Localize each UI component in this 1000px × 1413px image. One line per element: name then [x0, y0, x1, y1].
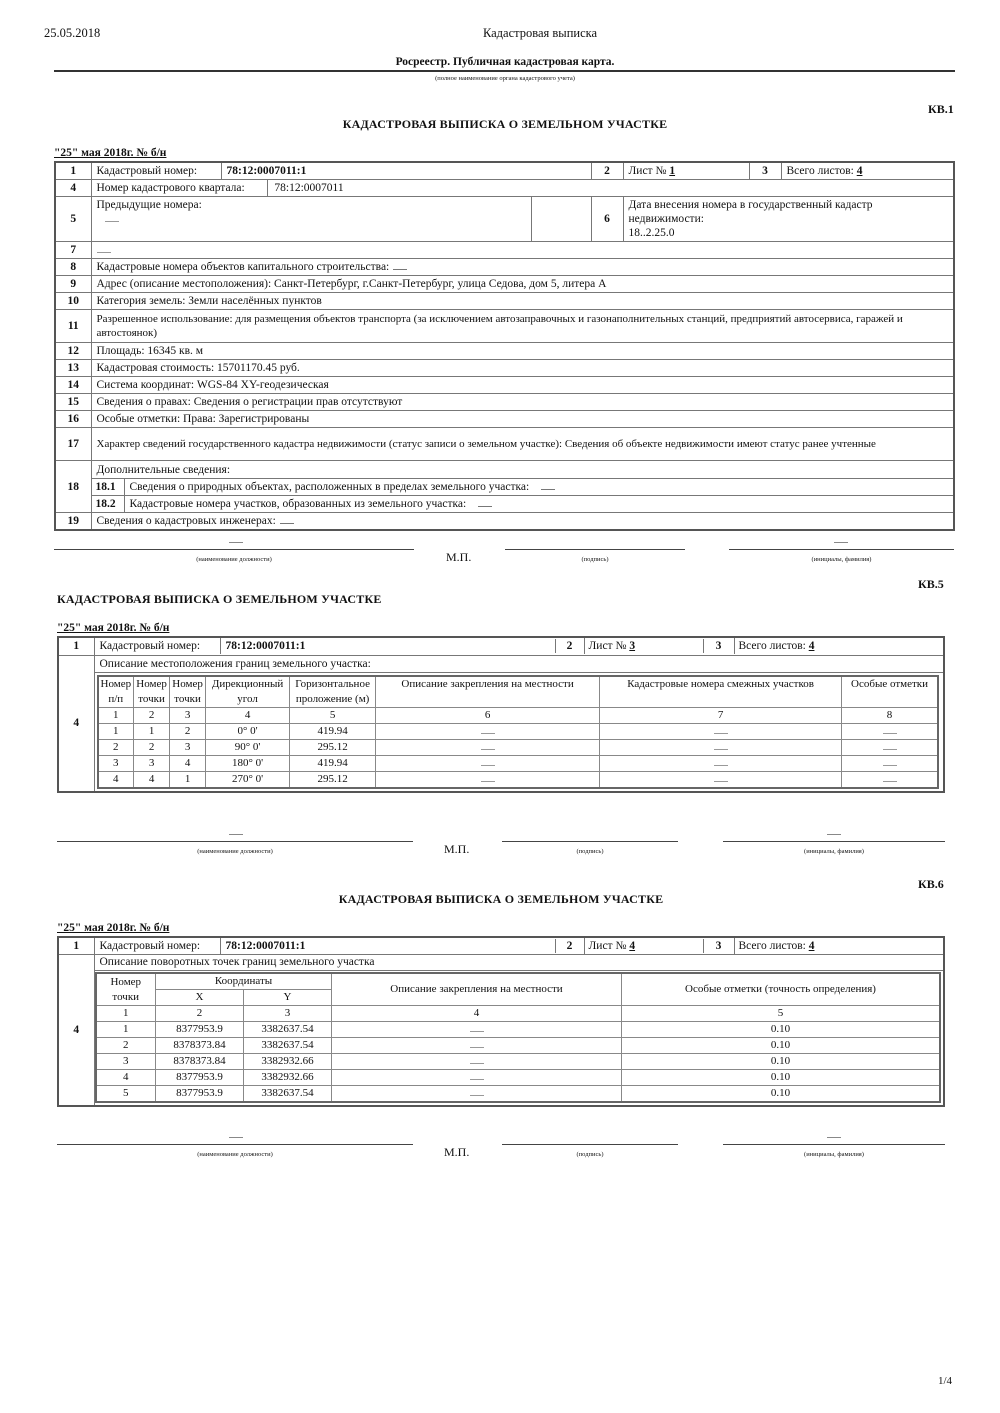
- total-sheets-value: 4: [808, 940, 815, 952]
- signature-line: [502, 841, 678, 842]
- name-caption: (инициалы, фамилия): [811, 556, 872, 563]
- table-cell: 8378373.84: [156, 1054, 244, 1070]
- cadastral-number-value: 78:12:0007011:1: [225, 940, 306, 952]
- empty-value-dash: [827, 834, 841, 835]
- table-cell: 3382637.54: [244, 1022, 332, 1038]
- additional-info-label: Дополнительные сведения:: [92, 462, 954, 479]
- table-cell: [600, 771, 842, 788]
- turning-points-table: [57, 936, 945, 1107]
- registration-date-label: Дата внесения номера в государственный кадастр недвижимости:: [628, 199, 873, 225]
- signature-caption: (подпись): [581, 556, 609, 563]
- sub-row-number: 18.2: [92, 496, 125, 512]
- column-header: X: [156, 990, 244, 1006]
- table-cell: 3: [134, 755, 170, 771]
- empty-value-dash: [229, 542, 243, 543]
- table-cell: 0.10: [622, 1022, 941, 1038]
- empty-value-dash: [280, 516, 294, 524]
- table-cell: [332, 1086, 622, 1103]
- table-row: [55, 259, 954, 276]
- empty-value-dash: [481, 758, 495, 766]
- table-cell: [376, 723, 600, 739]
- row-number: 5: [55, 197, 91, 242]
- table-cell: 270° 0': [206, 771, 290, 788]
- empty-value-dash: [883, 758, 897, 766]
- form-code: КВ.5: [918, 577, 944, 591]
- name-line: [729, 549, 954, 550]
- empty-value-dash: [714, 774, 728, 782]
- row-number: 14: [55, 377, 91, 394]
- column-header: Особые отметки (точность определения): [622, 973, 941, 1006]
- quarter-cell: [91, 180, 954, 197]
- table-row: [55, 293, 954, 310]
- total-sheets-label: Всего листов:: [786, 165, 857, 177]
- turning-points-inner-table: [95, 972, 942, 1103]
- table-row: [55, 197, 954, 242]
- empty-value-dash: [481, 774, 495, 782]
- table-row: [55, 411, 954, 428]
- table-cell: 2: [96, 1038, 156, 1054]
- table-cell: 3382932.66: [244, 1070, 332, 1086]
- row-number: 10: [55, 293, 91, 310]
- empty-value-dash: [827, 1137, 841, 1138]
- column-header: Горизонтальное проложение (м): [290, 676, 376, 708]
- table-cell: 4: [134, 771, 170, 788]
- column-header: Кадастровые номера смежных участков: [600, 676, 842, 708]
- column-number: 4: [332, 1006, 622, 1022]
- row-number: 11: [55, 310, 91, 343]
- column-number: 6: [376, 707, 600, 723]
- column-header: Описание закрепления на местности: [332, 973, 622, 1006]
- empty-value-dash: [470, 1024, 484, 1032]
- table-row: [96, 1054, 941, 1070]
- sheet-value: 1: [669, 165, 676, 177]
- quarter-label: Номер кадастрового квартала:: [92, 180, 268, 196]
- empty-value-dash: [883, 774, 897, 782]
- column-number: 1: [96, 1006, 156, 1022]
- boundary-cell: [94, 655, 944, 792]
- table-cell: 419.94: [290, 723, 376, 739]
- coordinate-system: Система координат: WGS-84 XY-геодезическая: [91, 377, 954, 394]
- previous-numbers-label: Предыдущие номера:: [96, 199, 202, 211]
- area: Площадь: 16345 кв. м: [91, 343, 954, 360]
- sheet-number: [623, 162, 749, 180]
- table-cell: [842, 771, 938, 788]
- table-row: [55, 461, 954, 513]
- row-number: 3: [703, 639, 734, 653]
- previous-numbers: [91, 197, 531, 242]
- empty-value-dash: [714, 758, 728, 766]
- row-number: 12: [55, 343, 91, 360]
- table-row: [55, 394, 954, 411]
- row-number: 1: [55, 162, 91, 180]
- document-date: "25" мая 2018г. № б/н: [54, 147, 167, 159]
- table-cell: 0.10: [622, 1054, 941, 1070]
- total-sheets-label: Всего листов:: [738, 940, 809, 952]
- position-caption: (наименование должности): [197, 848, 273, 855]
- stamp-place: М.П.: [444, 1145, 470, 1159]
- row-number: 9: [55, 276, 91, 293]
- position-caption: (наименование должности): [196, 556, 272, 563]
- sheet-label: Лист №: [588, 940, 630, 952]
- additional-info: [91, 461, 954, 513]
- column-number: 5: [622, 1006, 941, 1022]
- column-number: 5: [290, 707, 376, 723]
- row-number: 3: [703, 939, 734, 953]
- sheet-label: Лист №: [628, 165, 670, 177]
- table-cell: 8377953.9: [156, 1022, 244, 1038]
- table-cell: [376, 755, 600, 771]
- column-number: 3: [244, 1006, 332, 1022]
- table-row: [58, 655, 944, 792]
- special-notes: Особые отметки: Права: Зарегистрированы: [91, 411, 954, 428]
- sheet-number: [584, 638, 703, 654]
- column-header: Номер точки: [170, 676, 206, 708]
- table-cell: 2: [98, 739, 134, 755]
- total-sheets: [781, 162, 954, 180]
- organization-caption: (полное наименование органа кадастрового учета): [435, 75, 575, 82]
- table-cell: 90° 0': [206, 739, 290, 755]
- row-number: 3: [749, 162, 781, 180]
- cadastral-engineers-label: Сведения о кадастровых инженерах:: [96, 515, 276, 527]
- column-header: Особые отметки: [842, 676, 938, 708]
- column-number: 7: [600, 707, 842, 723]
- cadastral-engineers: [91, 513, 954, 531]
- table-cell: 0° 0': [206, 723, 290, 739]
- row-number: 6: [591, 197, 623, 242]
- sub-row-number: 18.1: [92, 479, 125, 495]
- page-title: Кадастровая выписка: [482, 26, 598, 40]
- signature-line: [505, 549, 685, 550]
- table-cell: 0.10: [622, 1086, 941, 1103]
- table-header-row: [98, 676, 939, 708]
- table-cell: 1: [98, 723, 134, 739]
- empty-value-dash: [714, 726, 728, 734]
- position-line: [57, 841, 413, 842]
- signature-caption: (подпись): [576, 848, 604, 855]
- table-cell: 3: [170, 739, 206, 755]
- name-line: [723, 841, 945, 842]
- natural-objects-label: Сведения о природных объектах, расположенных в пределах земельного участка:: [129, 480, 530, 493]
- row-number: 8: [55, 259, 91, 276]
- table-row: [96, 1038, 941, 1054]
- derived-parcels-label: Кадастровые номера участков, образованных из земельного участка:: [129, 497, 467, 510]
- row-number: 1: [58, 637, 94, 655]
- page-number: 1/4: [938, 1375, 953, 1387]
- table-header-row: [96, 973, 941, 990]
- cadastral-number-label: Кадастровый номер:: [95, 638, 221, 654]
- table-cell: [332, 1022, 622, 1038]
- table-cell: 2: [170, 723, 206, 739]
- table-cell: 1: [134, 723, 170, 739]
- stamp-place: М.П.: [444, 842, 470, 856]
- boundary-segments-body: [98, 723, 939, 788]
- table-cell: 4: [170, 755, 206, 771]
- table-cell: 3382637.54: [244, 1038, 332, 1054]
- table-row: [55, 343, 954, 360]
- empty-value-dash: [834, 542, 848, 543]
- row-number: 2: [555, 939, 584, 953]
- total-sheets: [734, 938, 819, 954]
- cadastral-number-label: Кадастровый номер:: [95, 938, 221, 954]
- row-7-value: [91, 242, 954, 259]
- table-row: [58, 937, 944, 955]
- position-line: [54, 549, 414, 550]
- table-row: [55, 162, 954, 180]
- table-cell: 5: [96, 1086, 156, 1103]
- sheet-label: Лист №: [588, 640, 630, 653]
- sheet-value: 4: [629, 940, 636, 952]
- column-header: Номер п/п: [98, 676, 134, 708]
- empty-value-dash: [481, 742, 495, 750]
- row-number: 17: [55, 428, 91, 461]
- row-number: 16: [55, 411, 91, 428]
- column-number: 2: [156, 1006, 244, 1022]
- table-cell: 295.12: [290, 739, 376, 755]
- empty-value-dash: [470, 1088, 484, 1096]
- empty-value-dash: [229, 834, 243, 835]
- position-caption: (наименование должности): [197, 1151, 273, 1158]
- rights-info: Сведения о правах: Сведения о регистрации прав отсутствуют: [91, 394, 954, 411]
- document-title: КАДАСТРОВАЯ ВЫПИСКА О ЗЕМЕЛЬНОМ УЧАСТКЕ: [342, 117, 668, 131]
- capital-objects: [91, 259, 954, 276]
- row-number: 19: [55, 513, 91, 531]
- column-number: 3: [170, 707, 206, 723]
- table-cell: [376, 771, 600, 788]
- table-cell: [600, 755, 842, 771]
- boundary-description-label: Описание местоположения границ земельного участка:: [95, 656, 944, 673]
- column-number-row: [96, 1006, 941, 1022]
- table-cell: [842, 723, 938, 739]
- points-description-label: Описание поворотных точек границ земельного участка: [95, 955, 944, 971]
- table-row: [55, 310, 954, 343]
- empty-value-dash: [97, 245, 111, 253]
- table-cell: 1: [96, 1022, 156, 1038]
- empty-value-dash: [470, 1040, 484, 1048]
- table-cell: 0.10: [622, 1070, 941, 1086]
- empty-value-dash: [470, 1072, 484, 1080]
- table-cell: [332, 1038, 622, 1054]
- row-number: 4: [58, 955, 94, 1107]
- table-cell: [600, 739, 842, 755]
- column-header: Номер точки: [96, 973, 156, 1006]
- table-row: [55, 513, 954, 531]
- quarter-value: 78:12:0007011: [274, 182, 344, 194]
- registration-date: [623, 197, 954, 242]
- empty-value-dash: [481, 726, 495, 734]
- position-line: [57, 1144, 413, 1145]
- total-sheets-label: Всего листов:: [738, 640, 809, 653]
- column-number: 4: [206, 707, 290, 723]
- boundary-description-table: [57, 636, 945, 793]
- empty-value-dash: [478, 499, 492, 507]
- table-cell: 3382637.54: [244, 1086, 332, 1103]
- document-date: "25" мая 2018г. № б/н: [57, 922, 170, 934]
- organization-name: Росреестр. Публичная кадастровая карта.: [395, 56, 615, 68]
- table-cell: 1: [170, 771, 206, 788]
- table-cell: 3: [98, 755, 134, 771]
- empty-value-dash: [541, 482, 555, 490]
- permitted-use: Разрешенное использование: для размещения объектов транспорта (за исключением автозаправочных и газонаполнительных станций, предприятий автосервиса, гаражей и автостоянок): [91, 310, 954, 343]
- form-code: КВ.1: [928, 102, 954, 116]
- table-cell: [332, 1054, 622, 1070]
- table-cell: [376, 739, 600, 755]
- empty-value-dash: [470, 1056, 484, 1064]
- table-cell: 8378373.84: [156, 1038, 244, 1054]
- table-cell: [842, 739, 938, 755]
- additional-info-item: [92, 496, 954, 512]
- column-number: 2: [134, 707, 170, 723]
- table-row: [55, 360, 954, 377]
- document-title: КАДАСТРОВАЯ ВЫПИСКА О ЗЕМЕЛЬНОМ УЧАСТКЕ: [57, 592, 382, 606]
- cadastral-info-table: [54, 161, 955, 531]
- table-cell: 8377953.9: [156, 1086, 244, 1103]
- table-cell: 4: [96, 1070, 156, 1086]
- table-row: [58, 955, 944, 1107]
- table-row: [55, 242, 954, 259]
- empty-value-dash: [105, 214, 119, 222]
- row-number: 1: [58, 937, 94, 955]
- empty-value-dash: [883, 742, 897, 750]
- table-cell: 180° 0': [206, 755, 290, 771]
- column-header: Координаты: [156, 973, 332, 990]
- turning-points-body: [96, 1022, 941, 1103]
- empty-value-dash: [883, 726, 897, 734]
- column-number-row: [98, 707, 939, 723]
- sheet-number: [584, 938, 703, 954]
- empty-value-dash: [229, 1137, 243, 1138]
- signature-line: [502, 1144, 678, 1145]
- row-number: 13: [55, 360, 91, 377]
- table-cell: 295.12: [290, 771, 376, 788]
- cadastral-number-value: 78:12:0007011:1: [221, 162, 591, 180]
- name-caption: (инициалы, фамилия): [804, 848, 864, 855]
- row-number: 18: [55, 461, 91, 513]
- cadastral-row: [94, 637, 944, 655]
- table-cell: [842, 755, 938, 771]
- column-header: Дирекционный угол: [206, 676, 290, 708]
- table-cell: 0.10: [622, 1038, 941, 1054]
- table-row: [55, 276, 954, 293]
- column-header: Y: [244, 990, 332, 1006]
- table-row: [96, 1070, 941, 1086]
- registration-date-value: 18..2.25.0: [628, 227, 675, 239]
- row-number: 7: [55, 242, 91, 259]
- row-number: 4: [55, 180, 91, 197]
- row-number: 2: [591, 162, 623, 180]
- table-cell: [600, 723, 842, 739]
- cadastral-number-value: 78:12:0007011:1: [225, 640, 306, 653]
- table-cell: 8377953.9: [156, 1070, 244, 1086]
- table-row: [55, 428, 954, 461]
- table-cell: 419.94: [290, 755, 376, 771]
- table-row: [98, 739, 939, 755]
- column-header: Описание закрепления на местности: [376, 676, 600, 708]
- column-number: 8: [842, 707, 938, 723]
- stamp-place: М.П.: [446, 550, 472, 564]
- record-status: Характер сведений государственного кадастра недвижимости (статус записи о земельном участке): Сведения об объекте недвижимости имеют статус ранее учтенные: [91, 428, 954, 461]
- empty-value-dash: [714, 742, 728, 750]
- table-row: [98, 723, 939, 739]
- land-category: Категория земель: Земли населённых пунктов: [91, 293, 954, 310]
- table-row: [98, 771, 939, 788]
- row-number: 4: [58, 655, 94, 792]
- table-cell: 2: [134, 739, 170, 755]
- signature-caption: (подпись): [576, 1151, 604, 1158]
- document-date: "25" мая 2018г. № б/н: [57, 622, 170, 634]
- print-date: 25.05.2018: [44, 26, 101, 40]
- document-title: КАДАСТРОВАЯ ВЫПИСКА О ЗЕМЕЛЬНОМ УЧАСТКЕ: [338, 892, 664, 906]
- sheet-value: 3: [629, 640, 636, 653]
- table-cell: [332, 1070, 622, 1086]
- table-row: [55, 180, 954, 197]
- cadastral-value: Кадастровая стоимость: 15701170.45 руб.: [91, 360, 954, 377]
- cadastral-row: [94, 937, 944, 955]
- organization-underline: [54, 70, 955, 72]
- table-row: [98, 755, 939, 771]
- address: Адрес (описание местоположения): Санкт-Петербург, г.Санкт-Петербург, улица Седова, дом 5, литера А: [91, 276, 954, 293]
- row-number: 15: [55, 394, 91, 411]
- table-row: [96, 1022, 941, 1038]
- capital-objects-label: Кадастровые номера объектов капитального строительства:: [96, 261, 390, 273]
- column-header: Номер точки: [134, 676, 170, 708]
- table-row: [58, 637, 944, 655]
- name-caption: (инициалы, фамилия): [804, 1151, 864, 1158]
- additional-info-item: [92, 479, 954, 496]
- form-code: КВ.6: [918, 877, 944, 891]
- table-row: [96, 1086, 941, 1103]
- points-cell: [94, 955, 944, 1107]
- table-cell: 3382932.66: [244, 1054, 332, 1070]
- total-sheets-value: 4: [856, 165, 863, 177]
- column-number: 1: [98, 707, 134, 723]
- total-sheets: [734, 638, 819, 654]
- table-cell: 3: [96, 1054, 156, 1070]
- table-cell: 4: [98, 771, 134, 788]
- total-sheets-value: 4: [808, 640, 815, 653]
- row-number: 2: [555, 639, 584, 653]
- cadastral-number-label: Кадастровый номер:: [91, 162, 221, 180]
- empty-value-dash: [393, 262, 407, 270]
- boundary-segments-table: [97, 675, 940, 789]
- table-row: [55, 377, 954, 394]
- name-line: [723, 1144, 945, 1145]
